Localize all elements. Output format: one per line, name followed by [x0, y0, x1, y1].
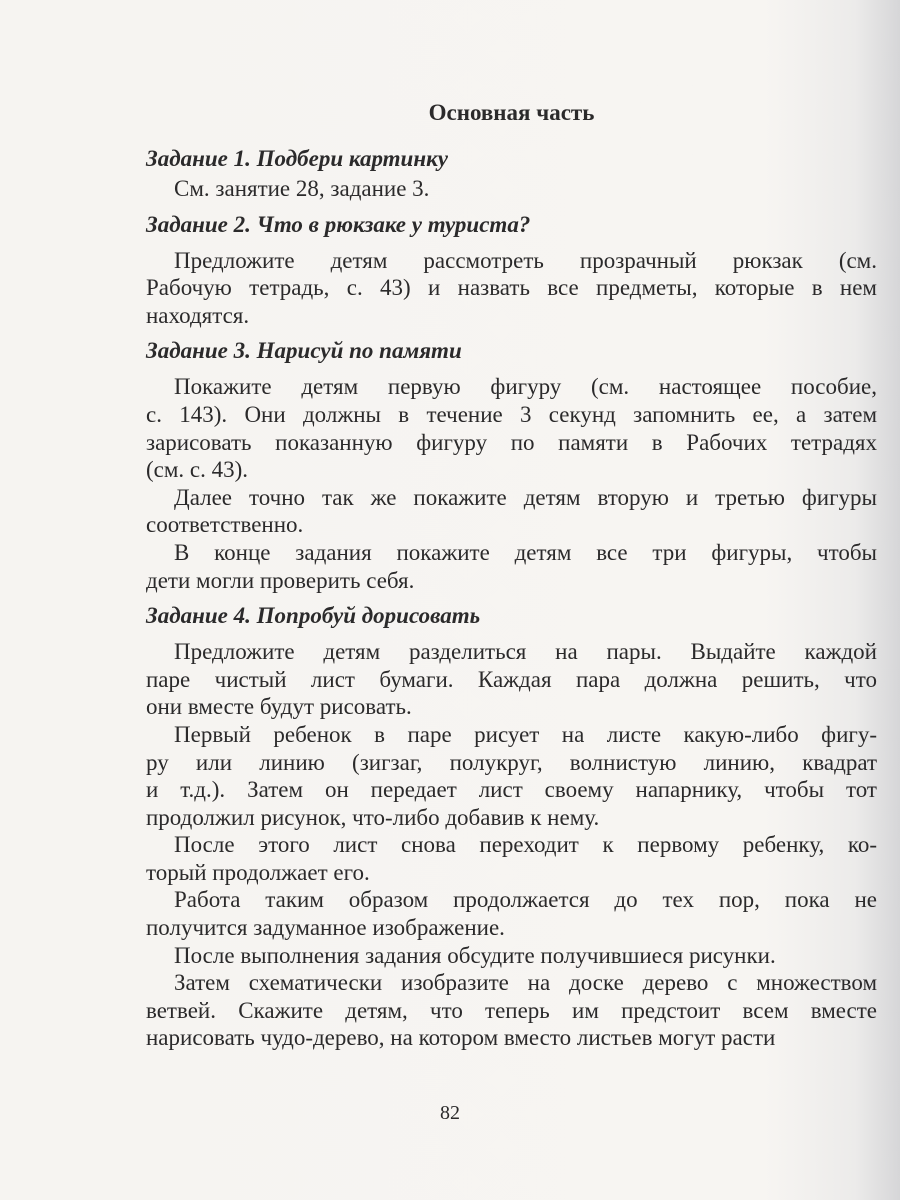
page-title: Основная часть	[428, 100, 595, 125]
section-heading: Задание 4. Попробуй дорисовать	[146, 603, 481, 629]
paragraph	[146, 638, 877, 721]
text-line: После выполнения задания обсудите получившиеся рисунки.	[174, 942, 776, 968]
text-line: паре чистый лист бумаги. Каждая пара должна решить, что	[146, 666, 877, 692]
paragraph	[146, 247, 877, 330]
text-line: (см. с. 43).	[146, 457, 249, 483]
text-line: См. занятие 28, задание 3.	[174, 176, 430, 201]
text-line: Предложите детям рассмотреть прозрачный рюкзак (см.	[174, 247, 877, 273]
text-line: торый продолжает его.	[146, 859, 370, 885]
text-line: ветвей. Скажите детям, что теперь им предстоит всем вместе	[146, 997, 877, 1023]
text-line: зарисовать показанную фигуру по памяти в Рабочих тетрадях	[146, 429, 877, 455]
text-line: Работа таким образом продолжается до тех пор, пока не	[174, 887, 877, 913]
text-line: Покажите детям первую фигуру (см. настоящее пособие,	[174, 374, 877, 400]
text-line: После этого лист снова переходит к первому ребенку, ко-	[174, 832, 877, 858]
text-line: продолжил рисунок, что-либо добавив к нему.	[146, 804, 600, 830]
section-heading: Задание 1. Подбери картинку	[146, 146, 448, 171]
paragraph	[146, 539, 877, 594]
paragraph	[146, 886, 877, 941]
text-line: дети могли проверить себя.	[146, 567, 415, 593]
text-line: Предложите детям разделиться на пары. Выдайте каждой	[174, 639, 877, 665]
page-body	[146, 99, 877, 1052]
text-line: и т.д.). Затем он передает лист своему напарнику, чтобы тот	[146, 777, 877, 803]
text-line: Первый ребенок в паре рисует на листе какую-либо фигу-	[174, 721, 877, 747]
text-line: нарисовать чудо-дерево, на котором вместо листьев могут расти	[146, 1025, 776, 1051]
page-number: 82	[440, 1102, 460, 1124]
text-line: соответственно.	[146, 512, 304, 538]
paragraph	[146, 373, 877, 483]
paragraph	[146, 831, 877, 886]
text-line: В конце задания покажите детям все три фигуры, чтобы	[174, 539, 877, 565]
text-line: они вместе будут рисовать.	[146, 694, 412, 720]
sections	[146, 145, 877, 1052]
paragraph	[146, 721, 877, 831]
text-line: Далее точно так же покажите детям вторую и третью фигуры	[174, 484, 877, 510]
text-line: Рабочую тетрадь, с. 43) и назвать все предметы, которые в нем	[146, 275, 877, 301]
section-heading: Задание 2. Что в рюкзаке у туриста?	[146, 211, 531, 237]
paragraph	[146, 484, 877, 539]
paragraph	[146, 969, 877, 1052]
text-line: с. 143). Они должны в течение 3 секунд запомнить ее, а затем	[146, 401, 877, 427]
section-heading: Задание 3. Нарисуй по памяти	[146, 338, 462, 364]
paragraph	[146, 942, 877, 970]
text-line: получится задуманное изображение.	[146, 915, 505, 941]
text-line: находятся.	[146, 302, 250, 328]
text-line: Затем схематически изобразите на доске дерево с множеством	[174, 970, 877, 996]
paragraph	[146, 175, 877, 203]
text-line: ру или линию (зигзаг, полукруг, волнистую линию, квадрат	[146, 749, 877, 775]
